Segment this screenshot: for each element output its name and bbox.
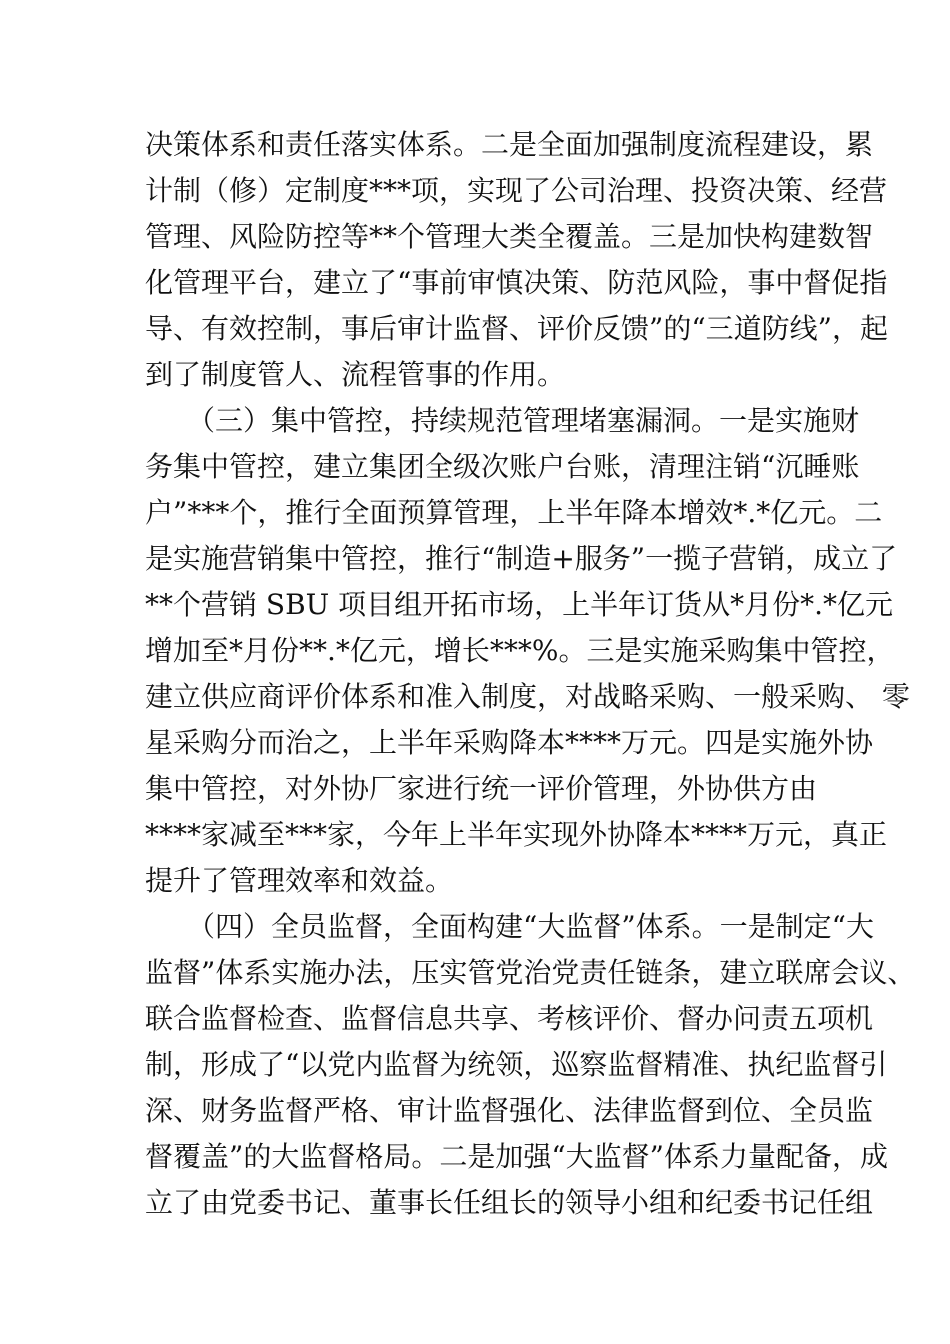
text-line: 监督”体系实施办法，压实管党治党责任链条，建立联席会议、 <box>145 956 916 989</box>
text-line: 制，形成了“以党内监督为统领，巡察监督精准、执纪监督引 <box>145 1048 888 1081</box>
text-line: 户”***个，推行全面预算管理，上半年降本增效*.*亿元。二 <box>145 496 883 529</box>
text-line: 建立供应商评价体系和准入制度，对战略采购、一般采购、 零 <box>145 680 910 713</box>
text-line: 深、财务监督严格、审计监督强化、法律监督到位、全员监 <box>145 1094 874 1127</box>
text-line: 计制（修）定制度***项，实现了公司治理、投资决策、经营 <box>145 174 888 207</box>
section-heading-line: （四）全员监督，全面构建“大监督”体系。一是制定“大 <box>145 910 874 943</box>
text-line: 星采购分而治之，上半年采购降本****万元。四是实施外协 <box>145 726 874 759</box>
text-line: 务集中管控，建立集团全级次账户台账，清理注销“沉睡账 <box>145 450 860 483</box>
text-line: 化管理平台，建立了“事前审慎决策、防范风险，事中督促指 <box>145 266 888 299</box>
text-line: 督覆盖”的大监督格局。二是加强“大监督”体系力量配备，成 <box>145 1140 888 1173</box>
text-line: **个营销 SBU 项目组开拓市场，上半年订货从*月份*.*亿元 <box>145 588 894 621</box>
text-line: 增加至*月份**.*亿元，增长***%。三是实施采购集中管控， <box>145 634 895 667</box>
body-text <box>145 122 916 1226</box>
text-line: 集中管控，对外协厂家进行统一评价管理，外协供方由 <box>145 772 818 805</box>
text-line: 到了制度管人、流程管事的作用。 <box>145 358 566 391</box>
text-line: 导、有效控制，事后审计监督、评价反馈”的“三道防线”，起 <box>145 312 888 345</box>
text-line: 管理、风险防控等**个管理大类全覆盖。三是加快构建数智 <box>145 220 874 253</box>
text-line: 决策体系和责任落实体系。二是全面加强制度流程建设，累 <box>145 128 874 161</box>
text-line: 是实施营销集中管控，推行“制造+服务”一揽子营销，成立了 <box>145 542 898 575</box>
text-line: 立了由党委书记、董事长任组长的领导小组和纪委书记任组 <box>145 1186 874 1219</box>
text-line: 提升了管理效率和效益。 <box>145 864 454 897</box>
text-line: 联合监督检查、监督信息共享、考核评价、督办问责五项机 <box>145 1002 874 1035</box>
section-heading-line: （三）集中管控，持续规范管理堵塞漏洞。一是实施财 <box>145 404 860 437</box>
text-line: ****家减至***家，今年上半年实现外协降本****万元，真正 <box>145 818 888 851</box>
